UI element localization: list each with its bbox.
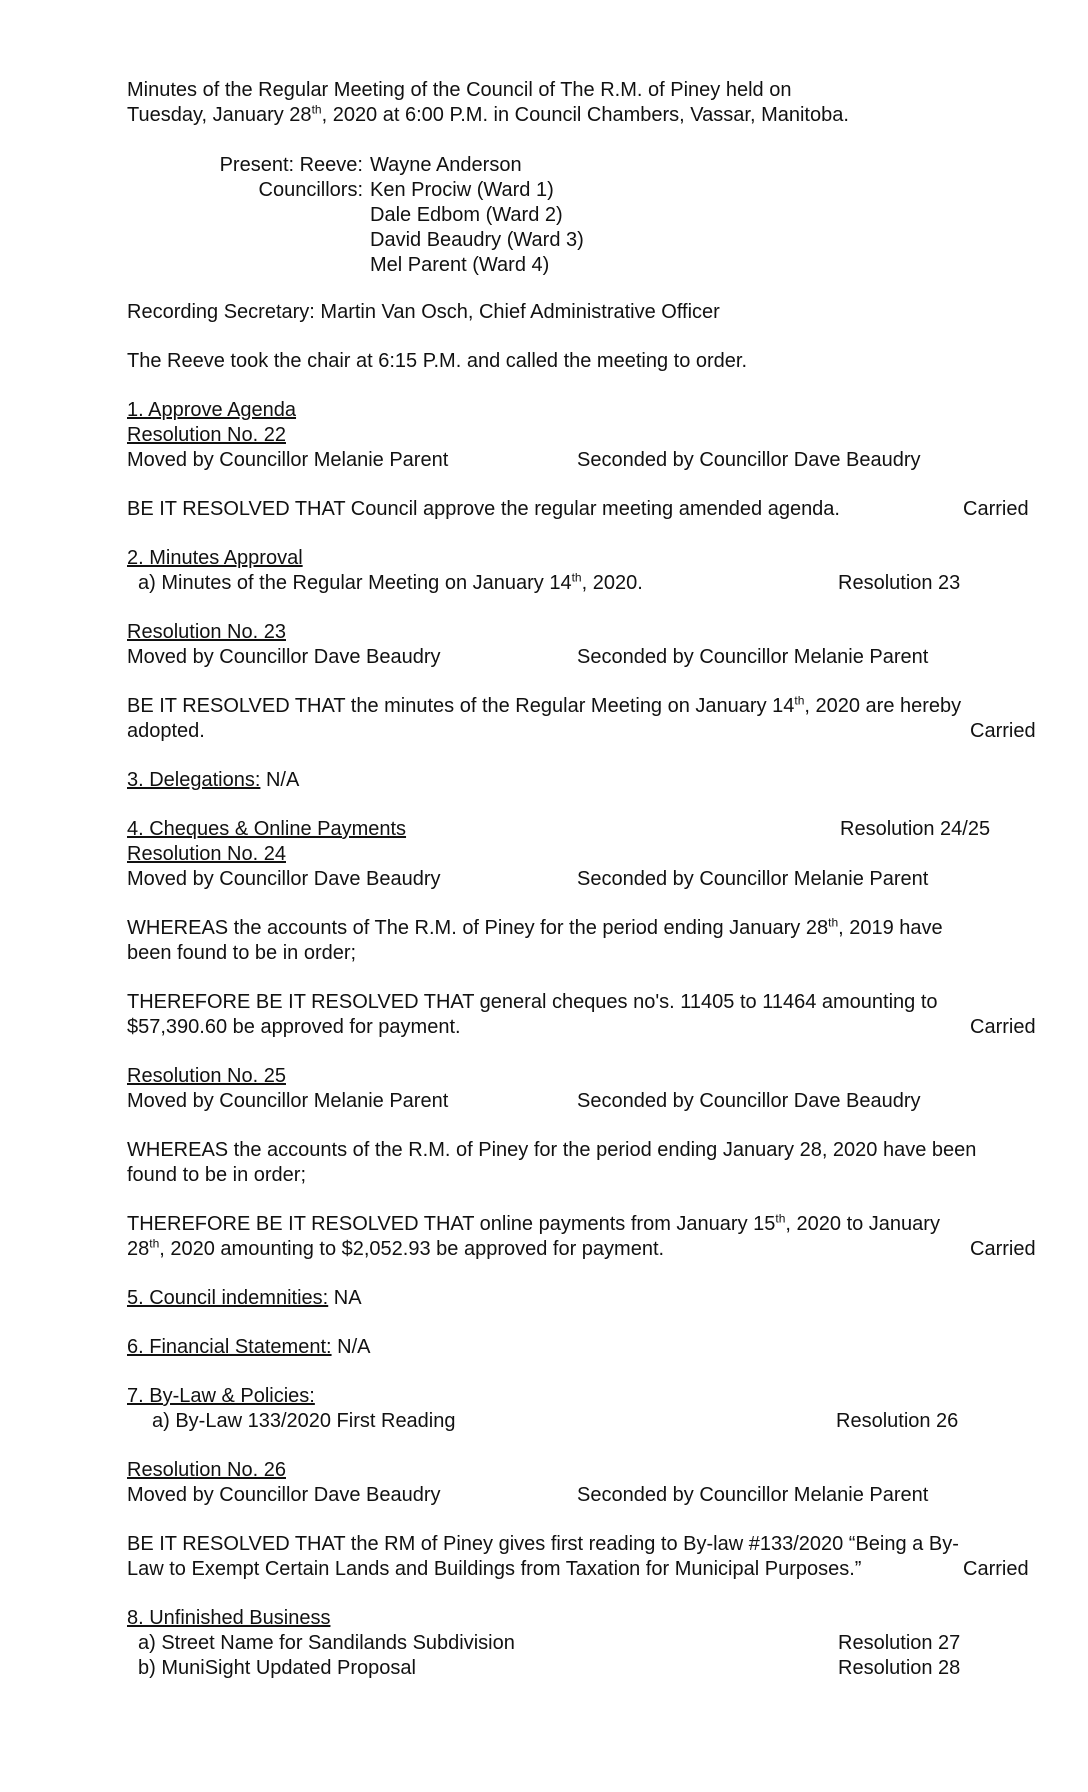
therefore-25-amount-text: , 2020 amounting to $2,052.93 be approved for payment. xyxy=(159,1238,665,1260)
therefore-25-text-start: THEREFORE BE IT RESOLVED THAT online payments from January 15 xyxy=(127,1213,776,1235)
section-7-heading: 7. By-Law & Policies: xyxy=(127,1385,315,1407)
resolution-26-carried: Carried xyxy=(963,1558,1029,1580)
resolution-26-seconded: Seconded by Councillor Melanie Parent xyxy=(577,1484,929,1506)
whereas-24-text-end: , 2019 have xyxy=(838,917,943,939)
resolution-25-whereas-2: found to be in order; xyxy=(127,1164,307,1186)
therefore-25-text-end: , 2020 to January xyxy=(785,1213,940,1235)
section-3-line xyxy=(127,768,299,793)
councillor-1: Ken Prociw (Ward 1) xyxy=(370,179,554,201)
bylaw-item-a: a) By-Law 133/2020 First Reading xyxy=(152,1410,456,1432)
resolution-24-carried: Carried xyxy=(970,1016,1036,1038)
ordinal-suffix: th xyxy=(794,693,805,708)
resolution-24-moved: Moved by Councillor Dave Beaudry xyxy=(127,868,441,890)
minutes-item-resolution: Resolution 23 xyxy=(838,572,961,594)
ordinal-suffix: th xyxy=(571,570,582,585)
resolution-23-carried: Carried xyxy=(970,720,1036,742)
section-5-value: NA xyxy=(328,1287,362,1309)
call-to-order: The Reeve took the chair at 6:15 P.M. and called the meeting to order. xyxy=(127,350,748,372)
section-1-heading: 1. Approve Agenda xyxy=(127,399,297,421)
resolution-23-text-start: BE IT RESOLVED THAT the minutes of the Regular Meeting on January 14 xyxy=(127,695,795,717)
resolution-23-label: Resolution No. 23 xyxy=(127,621,286,643)
ordinal-suffix: th xyxy=(149,1236,160,1251)
resolution-25-carried: Carried xyxy=(970,1238,1036,1260)
whereas-24-text-start: WHEREAS the accounts of The R.M. of Piney for the period ending January 28 xyxy=(127,917,829,939)
ordinal-suffix: th xyxy=(775,1211,786,1226)
ordinal-suffix: th xyxy=(828,915,839,930)
resolution-23-text-end: , 2020 are hereby xyxy=(804,695,962,717)
section-6-heading: 6. Financial Statement: xyxy=(127,1336,332,1358)
section-3-value: N/A xyxy=(260,769,300,791)
ordinal-suffix: th xyxy=(311,102,322,117)
resolution-22-moved: Moved by Councillor Melanie Parent xyxy=(127,449,449,471)
section-8-heading: 8. Unfinished Business xyxy=(127,1607,331,1629)
unfinished-item-b-resolution: Resolution 28 xyxy=(838,1657,961,1679)
section-6-value: N/A xyxy=(331,1336,371,1358)
section-4-heading: 4. Cheques & Online Payments xyxy=(127,818,407,840)
section-5-heading: 5. Council indemnities: xyxy=(127,1287,329,1309)
councillor-4: Mel Parent (Ward 4) xyxy=(370,254,550,276)
reeve-name: Wayne Anderson xyxy=(370,154,522,176)
resolution-26-text-2: Law to Exempt Certain Lands and Buildings from Taxation for Municipal Purposes.” xyxy=(127,1558,862,1580)
resolution-23-text-2: adopted. xyxy=(127,720,205,742)
section-5-line xyxy=(127,1286,362,1311)
resolution-25-label: Resolution No. 25 xyxy=(127,1065,286,1087)
resolution-22-seconded: Seconded by Councillor Dave Beaudry xyxy=(577,449,921,471)
present-label: Present: Reeve: xyxy=(219,154,363,176)
resolution-24-seconded: Seconded by Councillor Melanie Parent xyxy=(577,868,929,890)
resolution-25-seconded: Seconded by Councillor Dave Beaudry xyxy=(577,1090,921,1112)
resolution-26-label: Resolution No. 26 xyxy=(127,1459,286,1481)
unfinished-item-a-resolution: Resolution 27 xyxy=(838,1632,961,1654)
resolution-25-therefore-2 xyxy=(127,1237,664,1262)
header-line-1: Minutes of the Regular Meeting of the Council of The R.M. of Piney held on xyxy=(127,79,792,101)
header-line-2 xyxy=(127,103,849,128)
resolution-26-moved: Moved by Councillor Dave Beaudry xyxy=(127,1484,441,1506)
resolution-25-therefore-1 xyxy=(127,1212,940,1237)
resolution-23-moved: Moved by Councillor Dave Beaudry xyxy=(127,646,441,668)
resolution-24-whereas-2: been found to be in order; xyxy=(127,942,357,964)
resolution-26-text-1: BE IT RESOLVED THAT the RM of Piney gives first reading to By-law #133/2020 “Being a By- xyxy=(127,1533,959,1555)
resolution-25-moved: Moved by Councillor Melanie Parent xyxy=(127,1090,449,1112)
resolution-24-therefore-1: THEREFORE BE IT RESOLVED THAT general cheques no's. 11405 to 11464 amounting to xyxy=(127,991,938,1013)
councillor-2: Dale Edbom (Ward 2) xyxy=(370,204,563,226)
resolution-22-carried: Carried xyxy=(963,498,1029,520)
minutes-item-text: a) Minutes of the Regular Meeting on January 14 xyxy=(138,572,572,594)
unfinished-item-a: a) Street Name for Sandilands Subdivision xyxy=(138,1632,515,1654)
resolution-23-text-1 xyxy=(127,694,961,719)
section-3-heading: 3. Delegations: xyxy=(127,769,261,791)
resolution-24-label: Resolution No. 24 xyxy=(127,843,286,865)
resolution-24-therefore-2: $57,390.60 be approved for payment. xyxy=(127,1016,461,1038)
recording-secretary: Recording Secretary: Martin Van Osch, Chief Administrative Officer xyxy=(127,301,720,323)
resolution-24-whereas-1 xyxy=(127,916,943,941)
section-4-resolution: Resolution 24/25 xyxy=(840,818,991,840)
bylaw-item-resolution: Resolution 26 xyxy=(836,1410,959,1432)
councillors-label: Councillors: xyxy=(258,179,363,201)
therefore-25-day: 28 xyxy=(127,1238,150,1260)
resolution-25-whereas-1: WHEREAS the accounts of the R.M. of Piney for the period ending January 28, 2020 have been xyxy=(127,1139,977,1161)
header-location-text: , 2020 at 6:00 P.M. in Council Chambers, Vassar, Manitoba. xyxy=(321,104,849,126)
section-2-heading: 2. Minutes Approval xyxy=(127,547,303,569)
councillor-3: David Beaudry (Ward 3) xyxy=(370,229,584,251)
header-date-text: Tuesday, January 28 xyxy=(127,104,312,126)
section-6-line xyxy=(127,1335,370,1360)
resolution-22-label: Resolution No. 22 xyxy=(127,424,286,446)
minutes-item-year: , 2020. xyxy=(581,572,643,594)
unfinished-item-b: b) MuniSight Updated Proposal xyxy=(138,1657,416,1679)
minutes-item-a xyxy=(138,571,643,596)
resolution-22-text: BE IT RESOLVED THAT Council approve the regular meeting amended agenda. xyxy=(127,498,840,520)
resolution-23-seconded: Seconded by Councillor Melanie Parent xyxy=(577,646,929,668)
